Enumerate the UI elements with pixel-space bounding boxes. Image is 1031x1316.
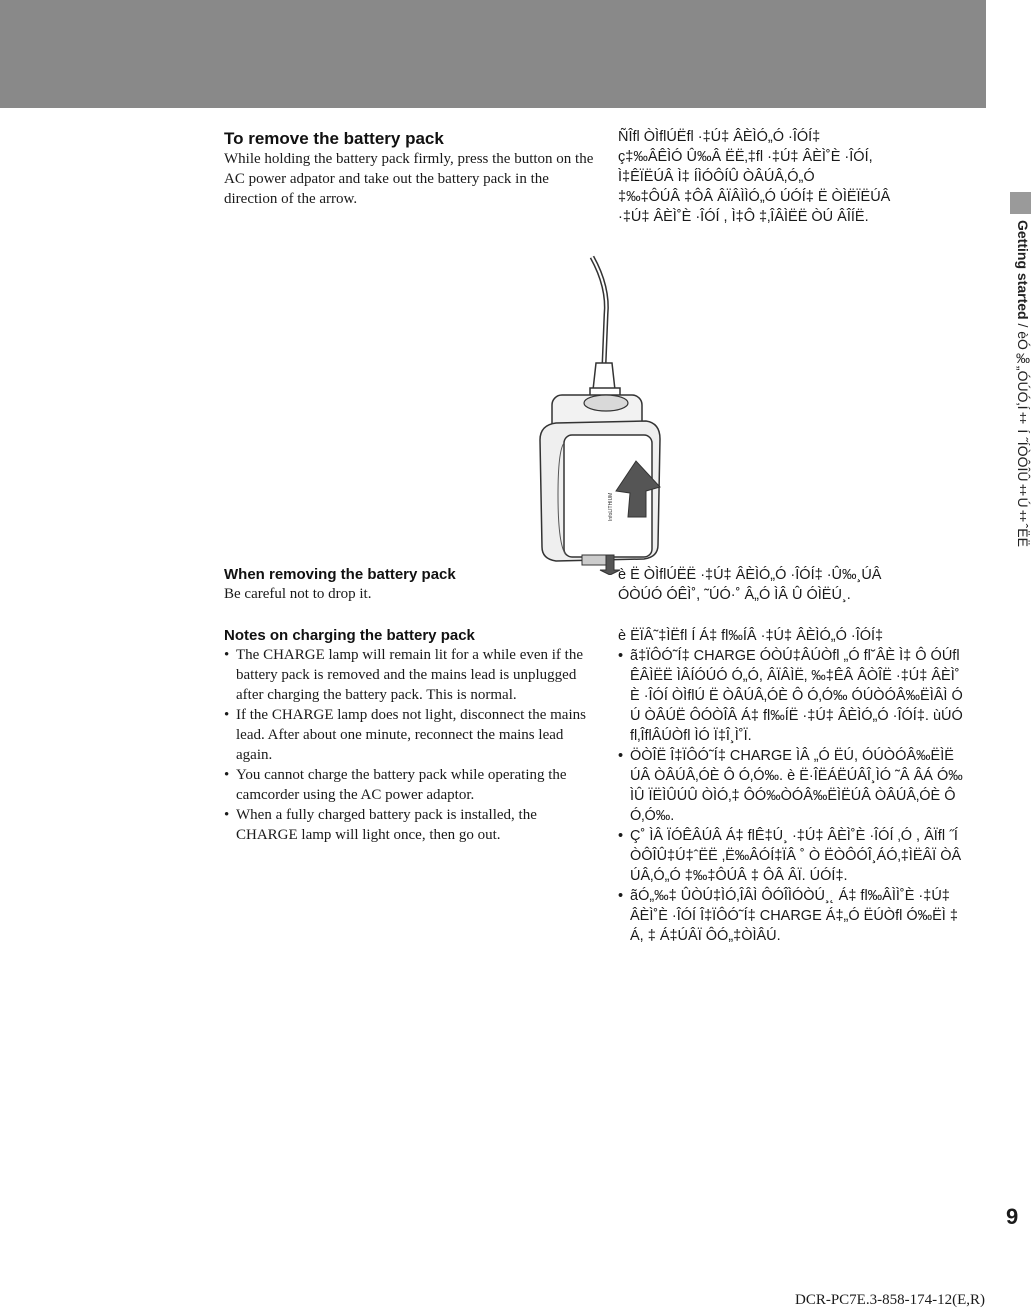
remove-section-en [224, 128, 594, 209]
side-title-russian: èÓ‰„ÓÚÓ‚Í‡ Í ˝ÍÒÔÎÛ‡Ú‡ˆËË [1015, 331, 1031, 547]
note-item: • If the CHARGE lamp does not light, disconnect the mains lead. After about one minute, reconnect the mains lead again. [224, 705, 594, 765]
battery-brand-mark: InfoLITHIUM [608, 492, 614, 521]
notes-ru-list [618, 646, 963, 946]
remove-heading: To remove the battery pack [224, 129, 444, 148]
when-removing-body: Be careful not to drop it. [224, 586, 372, 602]
notes-list [224, 645, 594, 845]
when-removing-ru-line: è Ë ÒÌflÚËË ·‡Ú‡ ÂÈÌÓ„Ó ·ÎÓÍ‡ ·Û‰¸ÚÂ [618, 567, 882, 583]
note-ru-item: • ÖÒÎË Î‡ÏÔÓ˜Í‡ CHARGE ÌÂ „Ó ËÚ, ÓÚÒÓÂ‰ËÌËÚÂ ÒÂÚÂ‚ÓÈ Ô Ó‚Ó‰. è Ë·ÎËÁËÚÂÎ¸ÌÓ ˜Â ÂÁ Ó‰ÌÛ ÏËÌÛÚÛ ÒÌÓ‚‡ ÔÓ‰ÒÓÂ‰ËÌËÚÂ ÒÂÚÂ‚ÓÈ Ô Ó‚Ó‰. [618, 746, 963, 826]
notes-section-ru [618, 626, 963, 946]
remove-section-ru [618, 127, 963, 227]
side-title-separator: / [1015, 319, 1031, 332]
document-code: DCR-PC7E.3-858-174-12(E,R) [795, 1292, 985, 1308]
notes-section-en [224, 626, 594, 845]
remove-ru-line: Ì‡ÊÏËÚÂ Ì‡ ÍÌÓÔÍÛ ÒÂÚÂ‚Ó„Ó [618, 169, 815, 185]
section-tab-marker [1010, 192, 1031, 214]
when-removing-heading: When removing the battery pack [224, 566, 456, 583]
battery-removal-illustration [520, 255, 670, 575]
remove-body: While holding the battery pack firmly, press the button on the AC power adpator and take out the battery pack in the direction of the arrow. [224, 151, 594, 207]
note-item: • The CHARGE lamp will remain lit for a while even if the battery pack is removed and the mains lead is unplugged after charging the battery pack. This is normal. [224, 645, 594, 705]
when-removing-ru-line: ÓÒÚÓ ÓÊÌ˚, ˜ÚÓ·˚ Â„Ó ÌÂ Û ÓÌËÚ¸. [618, 587, 851, 603]
note-ru-item: • Ç˚ ÌÂ ÏÓÊÂÚÂ Á‡ flÊ‡Ú¸ ·‡Ú‡ ÂÈÌ˚È ·ÎÓÍ ‚Ó , ÂÏfl ˝ÍÒÔÎÛ‡Ú‡ˆËË ‚Ë‰ÂÓÍ‡ÏÂ ˚ Ò ËÒÔÓÎ¸ÁÓ‚‡ÌËÂÏ ÒÂÚÂ‚Ó„Ó ‡‰‡ÔÚÂ ‡ ÔÂ ÂÏ. ÚÓÍ‡. [618, 826, 963, 886]
notes-ru-heading: è ËÏÂ˜‡ÌËfl Í Á‡ fl‰ÍÂ ·‡Ú‡ ÂÈÌÓ„Ó ·ÎÓÍ‡ [618, 628, 884, 644]
side-title-bold: Getting started [1015, 220, 1031, 320]
plug-connector [593, 363, 615, 390]
adaptor-socket [584, 395, 628, 411]
when-removing-section-ru [618, 565, 963, 605]
remove-ru-line: ç‡‰ÂÊÌÓ Û‰Â ËË‚‡fl ·‡Ú‡ ÂÈÌ˚È ·ÎÓÍ, [618, 149, 873, 165]
battery-adaptor-drawing [520, 255, 670, 575]
header-band [0, 0, 986, 108]
note-ru-item: • ã‡ÏÔÓ˜Í‡ CHARGE ÓÒÚ‡ÂÚÒfl „Ó fl˘ÂÈ Ì‡ Ô ÓÚflÊÂÌËË ÌÂÍÓÚÓ Ó„Ó, ÂÏÂÌË‚ ‰‡ÊÂ ÂÒÎË ·‡Ú‡ ÂÈÌ˚È ·ÎÓÍ ÒÌflÚ Ë ÒÂÚÂ‚ÓÈ Ô Ó‚Ó‰ ÓÚÒÓÂ‰ËÌÂÌ ÓÚ ÒÂÚË ÔÓÒÎÂ Á‡ fl‰ÍË ·‡Ú‡ ÂÈÌÓ„Ó ·ÎÓÍ‡. ùÚÓ fl‚ÎflÂÚÒfl ÌÓ Ï‡Î¸Ì˚Ï. [618, 646, 963, 746]
side-section-title [1010, 220, 1031, 980]
note-ru-item: • ãÓ„‰‡ ÛÒÚ‡ÌÓ‚ÎÂÌ ÔÓÎÌÓÒÚ¸˛ Á‡ fl‰ÂÌÌ˚È ·‡Ú‡ ÂÈÌ˚È ·ÎÓÍ Î‡ÏÔÓ˜Í‡ CHARGE Á‡„Ó ËÚÒfl Ó‰ËÌ ‡Á, ‡ Á‡ÚÂÏ ÔÓ„‡ÒÌÂÚ. [618, 886, 963, 946]
remove-ru-line: ‡‰‡ÔÚÂ ‡ÔÂ ÂÏÂÌÌÓ„Ó ÚÓÍ‡ Ë ÒÌËÏËÚÂ [618, 189, 891, 205]
page-number: 9 [1006, 1204, 1019, 1229]
remove-ru-line: ÑÎfl ÒÌflÚËfl ·‡Ú‡ ÂÈÌÓ„Ó ·ÎÓÍ‡ [618, 129, 821, 145]
remove-ru-line: ·‡Ú‡ ÂÈÌ˚È ·ÎÓÍ , Ì‡Ô ‡‚ÎÂÌËË ÒÚ ÂÎÍË. [618, 209, 869, 225]
note-item: • You cannot charge the battery pack while operating the camcorder using the AC power adaptor. [224, 765, 594, 805]
notes-heading: Notes on charging the battery pack [224, 627, 475, 644]
when-removing-section-en [224, 565, 594, 604]
note-item: • When a fully charged battery pack is installed, the CHARGE lamp will light once, then go out. [224, 805, 594, 845]
